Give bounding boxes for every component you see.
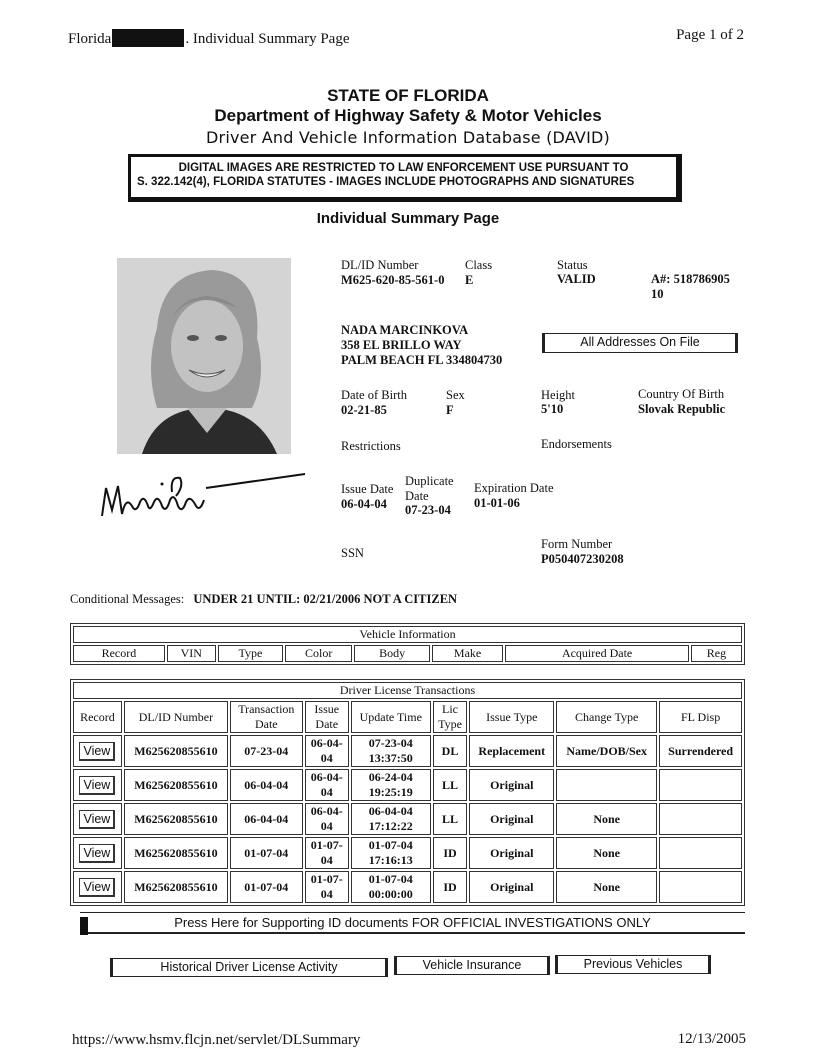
warning-line-1: DIGITAL IMAGES ARE RESTRICTED TO LAW ENFORCEMENT USE PURSUANT TO (178, 162, 629, 174)
dl-col-record: Record (73, 701, 122, 733)
view-button[interactable]: View (79, 878, 115, 897)
duplicate-label-line1: Duplicate (405, 474, 454, 488)
vehicle-col-body: Body (354, 645, 429, 662)
row-fl-disp (659, 803, 742, 835)
status-label: Status (557, 258, 588, 272)
table-row (73, 769, 742, 801)
row-fl-disp (659, 871, 742, 903)
row-transaction-date: 06-04-04 (230, 769, 303, 801)
redaction-block (112, 29, 184, 47)
vehicle-col-acquired-date: Acquired Date (505, 645, 689, 662)
driver-photo (117, 258, 291, 454)
alien-number-suffix: 10 (651, 287, 664, 301)
row-issue-date: 01-07- 04 (305, 837, 349, 869)
address-line-2: PALM BEACH FL 334804730 (341, 353, 503, 367)
row-lic-type: DL (433, 735, 468, 767)
row-issue-type: Original (469, 803, 554, 835)
dl-col-change-type: Change Type (556, 701, 657, 733)
row-fl-disp (659, 769, 742, 801)
row-lic-type: ID (433, 837, 468, 869)
vehicle-col-reg: Reg (691, 645, 742, 662)
row-dl-number: M625620855610 (124, 803, 228, 835)
table-row (73, 871, 742, 903)
warning-line-2: S. 322.142(4), FLORIDA STATUTES - IMAGES INCLUDE PHOTOGRAPHS AND SIGNATURES (137, 176, 635, 188)
dl-table-title: Driver License Transactions (73, 682, 742, 699)
row-issue-date: 01-07- 04 (305, 871, 349, 903)
row-issue-type: Replacement (469, 735, 554, 767)
dl-col-fl-disp: FL Disp (659, 701, 742, 733)
dl-col-update-time: Update Time (351, 701, 431, 733)
dl-col-lic-type: Lic Type (433, 701, 468, 733)
row-change-type: Name/DOB/Sex (556, 735, 657, 767)
footer-url: https://www.hsmv.flcjn.net/servlet/DLSummary (72, 1032, 361, 1048)
dob-value: 02-21-85 (341, 403, 387, 417)
footer-date: 12/13/2005 (677, 1031, 746, 1047)
class-label: Class (465, 258, 493, 272)
row-dl-number: M625620855610 (124, 735, 228, 767)
conditional-messages (70, 592, 457, 607)
conditional-messages-label: Conditional Messages: (70, 592, 185, 606)
row-update-time: 06-04-04 17:12:22 (351, 803, 431, 835)
ssn-label: SSN (341, 546, 364, 560)
row-fl-disp: Surrendered (659, 735, 742, 767)
header-suffix: . Individual Summary Page (185, 31, 350, 47)
bar-marker (80, 917, 88, 935)
vehicle-insurance-button[interactable]: Vehicle Insurance (394, 956, 550, 975)
row-transaction-date: 01-07-04 (230, 871, 303, 903)
department-title: Department of Highway Safety & Motor Vehicles (214, 106, 602, 125)
duplicate-date-value: 07-23-04 (405, 503, 451, 517)
row-dl-number: M625620855610 (124, 769, 228, 801)
restriction-warning-box (128, 154, 682, 202)
row-transaction-date: 06-04-04 (230, 803, 303, 835)
form-number-value: P050407230208 (541, 552, 624, 566)
row-dl-number: M625620855610 (124, 837, 228, 869)
row-lic-type: LL (433, 803, 468, 835)
dl-number-value: M625-620-85-561-0 (341, 273, 445, 287)
row-change-type: None (556, 837, 657, 869)
dob-label: Date of Birth (341, 388, 407, 402)
vehicle-col-color: Color (285, 645, 352, 662)
duplicate-label-line2: Date (405, 489, 429, 503)
dl-col-issue-type: Issue Type (469, 701, 554, 733)
sex-label: Sex (446, 388, 465, 402)
row-issue-type: Original (469, 871, 554, 903)
row-update-time: 07-23-04 13:37:50 (351, 735, 431, 767)
driver-signature (100, 466, 310, 526)
row-transaction-date: 01-07-04 (230, 837, 303, 869)
page-number: Page 1 of 2 (676, 27, 744, 43)
header-prefix: Florida (68, 31, 112, 47)
row-dl-number: M625620855610 (124, 871, 228, 903)
address-line-1: 358 EL BRILLO WAY (341, 338, 462, 352)
row-update-time: 01-07-04 17:16:13 (351, 837, 431, 869)
row-issue-date: 06-04- 04 (305, 769, 349, 801)
expiration-date-value: 01-01-06 (474, 496, 520, 510)
status-value: VALID (557, 272, 596, 286)
country-of-birth-value: Slovak Republic (638, 402, 726, 416)
row-update-time: 01-07-04 00:00:00 (351, 871, 431, 903)
row-change-type: None (556, 803, 657, 835)
view-button[interactable]: View (79, 742, 115, 761)
supporting-id-documents-label: Press Here for Supporting ID documents FOR OFFICIAL INVESTIGATIONS ONLY (174, 915, 651, 930)
supporting-id-documents-button[interactable] (80, 912, 745, 934)
issue-date-value: 06-04-04 (341, 497, 387, 511)
vehicle-table-title: Vehicle Information (73, 626, 742, 643)
system-title: Driver And Vehicle Information Database (DAVID) (206, 128, 610, 147)
height-label: Height (541, 388, 576, 402)
dl-col-dl-number: DL/ID Number (124, 701, 228, 733)
vehicle-col-vin: VIN (167, 645, 216, 662)
table-row (73, 735, 742, 767)
dl-number-label: DL/ID Number (341, 258, 419, 272)
previous-vehicles-button[interactable]: Previous Vehicles (555, 955, 711, 974)
row-issue-type: Original (469, 769, 554, 801)
table-row (73, 837, 742, 869)
historical-dl-activity-button[interactable]: Historical Driver License Activity (110, 958, 388, 977)
row-transaction-date: 07-23-04 (230, 735, 303, 767)
alien-number-value: A#: 518786905 (651, 272, 730, 286)
vehicle-col-make: Make (432, 645, 503, 662)
view-button[interactable]: View (79, 776, 115, 795)
row-lic-type: ID (433, 871, 468, 903)
dl-transactions-table (70, 679, 745, 906)
driver-name: NADA MARCINKOVA (341, 323, 469, 337)
vehicle-information-table (70, 623, 745, 665)
duplicate-date-label (405, 474, 454, 504)
view-button[interactable]: View (79, 810, 115, 829)
row-lic-type: LL (433, 769, 468, 801)
class-value: E (465, 273, 474, 287)
page-header-title (68, 29, 350, 48)
issue-date-label: Issue Date (341, 482, 394, 496)
height-value: 5'10 (541, 402, 564, 416)
view-button[interactable]: View (79, 844, 115, 863)
row-issue-date: 06-04- 04 (305, 803, 349, 835)
table-row (73, 803, 742, 835)
vehicle-col-type: Type (218, 645, 283, 662)
all-addresses-button[interactable]: All Addresses On File (542, 333, 738, 353)
vehicle-col-record: Record (73, 645, 165, 662)
endorsements-label: Endorsements (541, 437, 612, 451)
row-fl-disp (659, 837, 742, 869)
row-update-time: 06-24-04 19:25:19 (351, 769, 431, 801)
expiration-date-label: Expiration Date (474, 481, 554, 495)
row-change-type (556, 769, 657, 801)
restrictions-label: Restrictions (341, 439, 401, 453)
row-issue-date: 06-04- 04 (305, 735, 349, 767)
conditional-messages-value: UNDER 21 UNTIL: 02/21/2006 NOT A CITIZEN (193, 592, 458, 606)
dl-col-transaction-date: Transaction Date (230, 701, 303, 733)
form-number-label: Form Number (541, 537, 613, 551)
country-of-birth-label: Country Of Birth (638, 387, 725, 401)
row-change-type: None (556, 871, 657, 903)
row-issue-type: Original (469, 837, 554, 869)
state-title: STATE OF FLORIDA (327, 86, 489, 105)
dl-col-issue-date: Issue Date (305, 701, 349, 733)
sex-value: F (446, 403, 454, 417)
page-title: Individual Summary Page (316, 210, 500, 227)
